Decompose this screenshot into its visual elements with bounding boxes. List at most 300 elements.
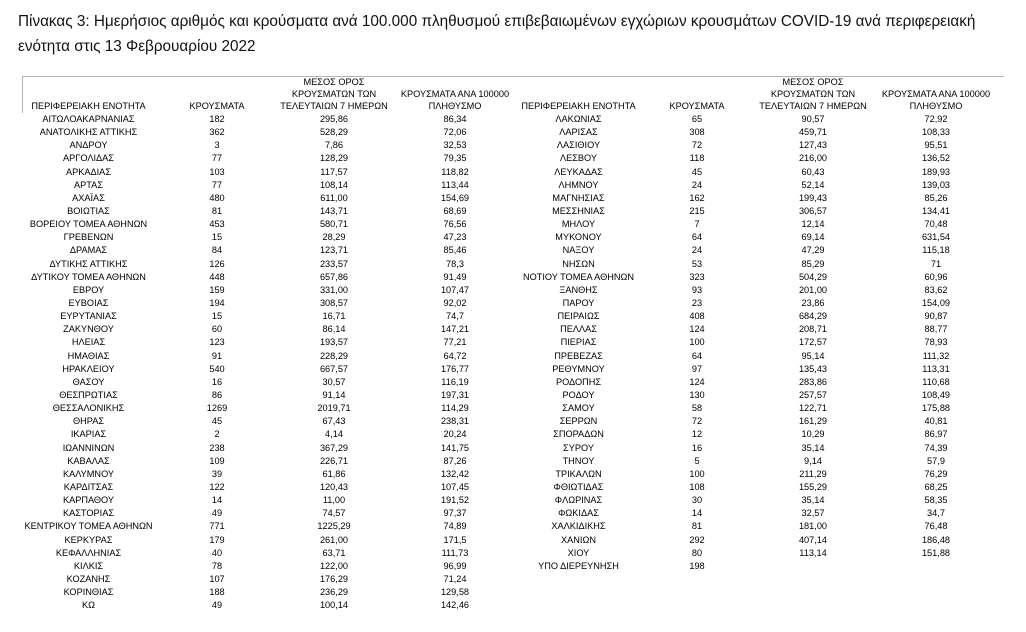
left-header-region [22,76,155,113]
left-cases-cell: 49 [211,600,223,611]
right-avg7-cell [758,573,868,586]
right-per100k-cell: 83,62 [924,284,948,295]
table-row [22,113,1004,126]
left-region-cell: ΕΥΒΟΙΑΣ [68,298,109,309]
right-cases-cell: 118 [689,153,705,164]
left-cases-cell: 40 [211,547,223,558]
left-cases-cell: 453 [209,219,225,230]
left-region-cell: ΕΒΡΟΥ [72,284,105,295]
right-per100k-cell: 154,09 [921,298,951,309]
left-avg7-cell: 295,86 [319,114,349,125]
right-avg7-cell: 211,29 [799,468,827,479]
left-per100k-cell: 79,35 [443,153,467,164]
right-cases-cell: 53 [691,258,703,269]
left-region-cell: ΑΡΓΟΛΙΔΑΣ [63,153,114,164]
right-cases-cell: 198 [689,560,705,571]
right-header-cases [636,76,758,113]
left-per100k-cell: 71,24 [443,573,467,584]
left-per100k-cell: 107,47 [440,284,470,295]
table-row [22,152,1004,165]
left-region-cell: ΓΡΕΒΕΝΩΝ [63,232,114,243]
left-avg7-cell: 74,57 [322,508,346,519]
left-per100k-cell: 72,06 [443,127,467,138]
left-per100k-cell: 129,58 [440,587,470,598]
table-row [22,192,1004,205]
right-region-cell: ΧΑΝΙΩΝ [561,534,596,545]
right-avg7-cell: 122,71 [798,403,828,414]
table-row [22,258,1004,271]
table-body [22,113,1004,612]
left-avg7-cell: 528,29 [319,127,349,138]
left-avg7-cell: 236,29 [319,587,349,598]
right-region-cell: ΤΡΙΚΑΛΩΝ [555,468,602,479]
table-row [22,415,1004,428]
left-per100k-cell: 86,34 [443,114,467,125]
right-avg7-cell: 47,29 [801,245,825,256]
table-row [22,166,1004,179]
left-region-cell: ΘΗΡΑΣ [72,416,105,427]
right-region-cell: ΛΑΚΩΝΙΑΣ [555,114,602,125]
left-avg7-cell: 67,43 [322,416,346,427]
left-avg7-cell: 261,00 [319,534,349,545]
table-row [22,139,1004,152]
left-cases-cell: 49 [211,508,223,519]
table-row [22,586,1004,599]
left-avg7-cell: 193,57 [319,337,349,348]
left-region-cell: ΚΕΡΚΥΡΑΣ [64,534,113,545]
right-per100k-cell: 88,77 [924,324,948,335]
right-per100k-cell: 113,31 [922,363,950,374]
left-avg7-cell: 176,29 [319,573,349,584]
right-cases-cell: 16 [691,442,703,453]
left-region-cell: ΚΑΛΥΜΝΟΥ [62,468,115,479]
table-row [22,599,1004,612]
right-avg7-cell: 90,57 [801,114,825,125]
table-row [22,350,1004,363]
left-region-cell: ΚΟΖΑΝΗΣ [66,573,111,584]
table-row [22,520,1004,533]
right-cases-cell: 80 [691,547,703,558]
right-cases-cell: 130 [689,390,705,401]
table-row [22,284,1004,297]
left-cases-cell: 91 [211,350,223,361]
left-cases-cell: 2 [214,429,220,440]
header-label-line: ΤΕΛΕΥΤΑΙΩΝ 7 ΗΜΕΡΩΝ [280,101,388,111]
right-per100k-cell [868,573,1004,586]
left-per100k-cell: 116,19 [441,376,469,387]
right-cases-cell: 12 [691,429,703,440]
left-per100k-cell: 77,21 [443,337,467,348]
right-avg7-cell: 459,71 [798,127,828,138]
right-avg7-cell: 161,29 [798,416,828,427]
right-per100k-cell: 74,39 [924,442,948,453]
right-cases-cell: 308 [689,127,705,138]
right-per100k-cell: 631,54 [921,232,951,243]
table-row [22,310,1004,323]
left-per100k-cell: 142,46 [440,600,470,611]
table-row [22,363,1004,376]
header-label-line: ΠΛΗΘΥΣΜΟ [428,101,482,111]
left-cases-cell: 123 [209,337,225,348]
right-per100k-cell: 136,52 [921,153,951,164]
table-row [22,271,1004,284]
right-cases-cell [636,586,758,599]
right-region-cell: ΛΕΣΒΟΥ [559,153,598,164]
right-region-cell: ΦΩΚΙΔΑΣ [558,508,599,519]
right-avg7-cell: 306,57 [798,206,828,217]
right-region-cell: ΤΗΝΟΥ [562,455,595,466]
left-per100k-cell: 96,99 [443,560,467,571]
left-cases-cell: 109 [209,455,225,466]
right-avg7-cell: 199,43 [798,192,828,203]
left-avg7-cell: 657,86 [319,271,349,282]
left-region-cell: ΑΝΔΡΟΥ [69,140,108,151]
right-cases-cell: 72 [691,140,703,151]
right-per100k-cell: 86,97 [924,429,948,440]
right-region-cell: ΣΠΟΡΑΔΩΝ [553,429,604,440]
right-region-cell: ΝΗΣΩΝ [562,258,595,269]
left-cases-cell: 362 [209,127,225,138]
header-label-line: ΜΕΣΟΣ ΟΡΟΣ [303,77,365,87]
left-region-cell: ΒΟΡΕΙΟΥ ΤΟΜΕΑ ΑΘΗΝΩΝ [29,219,148,230]
left-region-cell: ΑΙΤΩΛΟΑΚΑΡΝΑΝΙΑΣ [42,114,135,125]
right-region-cell: ΧΙΟΥ [567,547,590,558]
left-per100k-cell: 74,7 [446,311,464,322]
left-region-cell: ΗΛΕΙΑΣ [71,337,106,348]
left-avg7-cell: 233,57 [319,258,349,269]
right-avg7-cell [758,586,868,599]
left-per100k-cell: 74,89 [443,521,467,532]
right-per100k-cell: 186,48 [921,534,951,545]
right-region-cell: ΠΕΙΡΑΙΩΣ [557,311,600,322]
right-region-cell: ΠΕΛΛΑΣ [560,324,597,335]
right-region-cell: ΦΛΩΡΙΝΑΣ [554,495,603,506]
right-region-cell: ΜΑΓΝΗΣΙΑΣ [552,192,605,203]
right-avg7-cell: 32,57 [801,508,825,519]
right-avg7-cell: 208,71 [798,324,828,335]
right-per100k-cell [868,560,1004,573]
left-per100k-cell: 97,37 [443,508,467,519]
right-per100k-cell: 110,68 [922,376,950,387]
left-cases-cell: 480 [209,192,225,203]
left-per100k-cell: 20,24 [443,429,467,440]
left-cases-cell: 179 [209,534,225,545]
right-region-cell: ΦΘΙΩΤΙΔΑΣ [553,482,604,492]
right-cases-cell: 162 [689,192,705,203]
table-row [22,244,1004,257]
left-region-cell: ΑΧΑΪΑΣ [72,192,105,203]
left-region-cell: ΘΕΣΠΡΩΤΙΑΣ [59,390,118,401]
right-avg7-cell: 60,43 [801,166,825,177]
left-region-cell: ΚΩ [82,600,95,611]
left-avg7-cell: 108,14 [319,179,349,190]
right-per100k-cell: 108,33 [921,127,951,138]
left-region-cell: ΚΕΝΤΡΙΚΟΥ ΤΟΜΕΑ ΑΘΗΝΩΝ [24,521,153,532]
right-region-cell: ΡΕΘΥΜΝΟΥ [552,363,605,374]
right-per100k-cell: 72,92 [924,114,948,125]
header-label-line: ΠΛΗΘΥΣΜΟ [909,101,963,111]
right-region-cell: ΝΟΤΙΟΥ ΤΟΜΕΑ ΑΘΗΝΩΝ [522,271,635,282]
right-avg7-cell: 283,86 [798,376,828,387]
right-cases-cell: 108 [689,482,705,492]
left-cases-cell: 84 [211,245,223,256]
table-row [22,442,1004,455]
right-cases-cell: 14 [691,508,703,519]
right-header-region [521,76,636,113]
right-avg7-cell: 95,14 [801,350,825,361]
right-avg7-cell: 69,14 [801,232,825,243]
right-cases-cell: 24 [691,245,703,256]
right-avg7-cell: 10,29 [801,429,825,440]
right-avg7-cell: 201,00 [798,284,828,295]
right-avg7-cell: 684,29 [798,311,828,322]
left-header-cases [155,76,279,113]
left-per100k-cell: 68,69 [443,206,467,217]
left-per100k-cell: 64,72 [443,350,467,361]
left-cases-cell: 103 [209,166,225,177]
left-region-cell: ΚΑΒΑΛΑΣ [67,455,110,466]
left-per100k-cell: 238,31 [440,416,470,427]
left-region-cell: ΚΙΛΚΙΣ [73,560,104,571]
left-avg7-cell: 308,57 [319,298,349,309]
left-region-cell: ΔΡΑΜΑΣ [69,245,108,256]
right-avg7-cell: 127,43 [798,140,828,151]
table-row [22,179,1004,192]
right-cases-cell: 97 [691,363,703,374]
right-cases-cell: 23 [691,298,703,309]
right-region-cell: ΡΟΔΟΥ [562,390,595,401]
left-per100k-cell: 92,02 [443,298,467,309]
left-region-cell: ΔΥΤΙΚΗΣ ΑΤΤΙΚΗΣ [49,258,128,269]
right-cases-cell: 215 [689,206,705,217]
table-row [22,455,1004,468]
right-avg7-cell: 35,14 [801,495,825,506]
left-cases-cell: 60 [211,324,223,335]
right-per100k-cell: 95,51 [924,140,948,151]
left-avg7-cell: 86,14 [322,324,346,335]
left-cases-cell: 126 [209,258,225,269]
left-avg7-cell: 143,71 [319,206,349,217]
left-avg7-cell: 1225,29 [317,521,351,532]
right-per100k-cell: 189,93 [921,166,951,177]
right-cases-cell: 45 [691,166,703,177]
table-row [22,323,1004,336]
left-avg7-cell: 667,57 [319,363,349,374]
left-avg7-cell: 63,71 [322,547,346,558]
table-row [22,389,1004,402]
table-caption-line: Πίνακας 3: Ημερήσιος αριθμός και κρούσματα ανά 100.000 πληθυσμού επιβεβαιωμένων εγχώριων κρουσμάτων COVID-19 ανά περιφερειακή [18,12,976,30]
left-cases-cell: 81 [211,206,223,217]
right-cases-cell: 7 [694,219,700,230]
right-per100k-cell: 175,88 [921,403,951,414]
right-region-cell [521,586,636,599]
left-region-cell: ΖΑΚΥΝΘΟΥ [63,324,114,335]
right-cases-cell: 24 [691,179,703,190]
left-avg7-cell: 123,71 [319,245,349,256]
left-cases-cell: 540 [209,363,225,374]
right-header-per100k [868,76,1004,113]
left-region-cell: ΚΑΡΠΑΘΟΥ [62,495,115,506]
left-region-cell: ΒΟΙΩΤΙΑΣ [67,206,110,217]
right-per100k-cell: 108,49 [921,390,951,401]
left-avg7-cell: 61,86 [322,468,346,479]
left-region-cell: ΗΡΑΚΛΕΙΟΥ [62,363,115,374]
left-region-cell: ΚΟΡΙΝΘΙΑΣ [63,587,114,598]
left-per100k-cell: 111,73 [441,547,469,558]
right-per100k-cell [868,586,1004,599]
left-per100k-cell: 114,29 [441,403,469,414]
left-avg7-cell: 91,14 [322,390,346,401]
table-caption [18,9,975,59]
left-avg7-cell: 28,29 [322,232,346,243]
right-avg7-cell [758,560,868,573]
header-label-line: ΠΕΡΙΦΕΡΕΙΑΚΗ ΕΝΟΤΗΤΑ [31,101,146,111]
right-region-cell: ΛΑΡΙΣΑΣ [559,127,598,138]
left-avg7-cell: 128,29 [319,153,349,164]
left-per100k-cell: 197,31 [440,390,470,401]
left-per100k-cell: 154,69 [440,192,470,203]
left-header-per100k [389,76,521,113]
left-avg7-cell: 16,71 [322,311,346,322]
right-cases-cell: 323 [689,271,705,282]
right-header-avg7 [758,76,868,113]
table-row [22,336,1004,349]
right-per100k-cell: 76,48 [924,521,948,532]
left-cases-cell: 77 [211,179,223,190]
left-cases-cell: 16 [211,376,223,387]
left-avg7-cell: 228,29 [319,350,349,361]
table-row [22,573,1004,586]
left-avg7-cell: 367,29 [319,442,349,453]
left-cases-cell: 3 [214,140,220,151]
header-label-line: ΜΕΣΟΣ ΟΡΟΣ [782,77,844,87]
left-cases-cell: 188 [209,587,225,598]
right-avg7-cell: 257,57 [798,390,828,401]
left-region-cell: ΑΡΚΑΔΙΑΣ [65,166,111,177]
header-label-line: ΚΡΟΥΣΜΑΤΑ ΑΝΑ 100000 [881,89,991,99]
right-region-cell: ΜΥΚΟΝΟΥ [555,232,602,243]
right-per100k-cell: 57,9 [927,455,945,466]
right-region-cell: ΡΟΔΟΠΗΣ [555,376,602,387]
left-cases-cell: 14 [211,495,223,506]
left-per100k-cell: 113,44 [441,179,469,190]
left-per100k-cell: 191,52 [440,495,470,506]
header-label-line: ΚΡΟΥΣΜΑΤΑ [669,101,725,111]
left-avg7-cell: 226,71 [319,455,349,466]
right-cases-cell: 64 [691,232,703,243]
table-caption-line: ενότητα στις 13 Φεβρουαρίου 2022 [18,37,256,55]
right-cases-cell [636,573,758,586]
right-avg7-cell: 12,14 [801,219,825,230]
left-per100k-cell: 76,56 [443,219,467,230]
left-cases-cell: 39 [211,468,223,479]
left-region-cell: ΑΝΑΤΟΛΙΚΗΣ ΑΤΤΙΚΗΣ [39,127,138,138]
right-per100k-cell: 76,29 [924,468,948,479]
left-cases-cell: 122 [209,482,225,492]
table-row [22,218,1004,231]
right-per100k-cell: 134,41 [921,206,951,217]
right-per100k-cell: 60,96 [924,271,948,282]
right-cases-cell: 5 [694,455,700,466]
right-avg7-cell: 23,86 [801,298,825,309]
left-cases-cell: 448 [209,271,225,282]
right-region-cell: ΜΕΣΣΗΝΙΑΣ [552,206,605,217]
right-cases-cell: 93 [691,284,703,295]
left-region-cell: ΔΥΤΙΚΟΥ ΤΟΜΕΑ ΑΘΗΝΩΝ [31,271,146,282]
right-cases-cell: 72 [691,416,703,427]
left-per100k-cell: 147,21 [440,324,470,335]
left-per100k-cell: 132,42 [440,468,470,479]
right-cases-cell: 100 [689,468,705,479]
right-region-cell: ΜΗΛΟΥ [561,219,596,230]
covid-cases-table [22,76,1004,612]
right-per100k-cell: 111,32 [922,350,950,361]
table-row [22,205,1004,218]
left-region-cell: ΘΕΣΣΑΛΟΝΙΚΗΣ [52,403,125,414]
right-per100k-cell [868,599,1004,612]
header-label-line: ΚΡΟΥΣΜΑΤΩΝ ΤΩΝ [770,89,856,99]
left-avg7-cell: 7,86 [325,140,343,151]
left-per100k-cell: 176,77 [440,363,470,374]
right-per100k-cell: 115,18 [922,245,950,256]
left-avg7-cell: 4,14 [325,429,343,440]
right-avg7-cell: 135,43 [798,363,828,374]
right-region-cell: ΣΥΡΟΥ [563,442,594,453]
right-per100k-cell: 58,35 [924,495,948,506]
left-avg7-cell: 2019,71 [317,403,351,414]
right-cases-cell: 81 [691,521,703,532]
right-region-cell: ΥΠΟ ΔΙΕΡΕΥΝΗΣΗ [538,560,619,571]
right-region-cell: ΠΙΕΡΙΑΣ [560,337,597,348]
left-avg7-cell: 100,14 [319,600,349,611]
right-cases-cell: 124 [689,324,705,335]
left-per100k-cell: 85,46 [443,245,467,256]
header-label-line: ΠΕΡΙΦΕΡΕΙΑΚΗ ΕΝΟΤΗΤΑ [521,101,636,111]
left-avg7-cell: 117,57 [320,166,348,177]
table-row [22,402,1004,415]
right-cases-cell: 292 [689,534,705,545]
right-avg7-cell: 172,57 [798,337,828,348]
table-row [22,126,1004,139]
right-cases-cell: 100 [689,337,705,348]
right-cases-cell: 408 [689,311,705,322]
right-per100k-cell: 70,48 [924,219,948,230]
right-region-cell: ΧΑΛΚΙΔΙΚΗΣ [551,521,606,532]
right-region-cell [521,599,636,612]
left-cases-cell: 15 [211,311,223,322]
right-per100k-cell: 40,81 [924,416,948,427]
left-avg7-cell: 30,57 [322,376,346,387]
right-avg7-cell: 155,29 [798,482,828,492]
left-cases-cell: 182 [209,114,225,125]
right-cases-cell: 58 [691,403,703,414]
right-avg7-cell: 113,14 [799,547,827,558]
left-per100k-cell: 32,53 [443,140,467,151]
table-row [22,297,1004,310]
left-cases-cell: 107 [209,573,225,584]
left-region-cell: ΚΑΣΤΟΡΙΑΣ [62,508,114,519]
left-cases-cell: 771 [209,521,225,532]
left-cases-cell: 78 [211,560,223,571]
right-avg7-cell: 216,00 [798,153,828,164]
left-cases-cell: 159 [209,284,225,295]
right-avg7-cell: 407,14 [798,534,828,545]
left-region-cell: ΙΩΑΝΝΙΝΩΝ [62,442,115,453]
left-avg7-cell: 331,00 [319,284,349,295]
table-row [22,547,1004,560]
left-region-cell: ΙΚΑΡΙΑΣ [70,429,107,440]
left-per100k-cell: 107,45 [440,482,470,492]
